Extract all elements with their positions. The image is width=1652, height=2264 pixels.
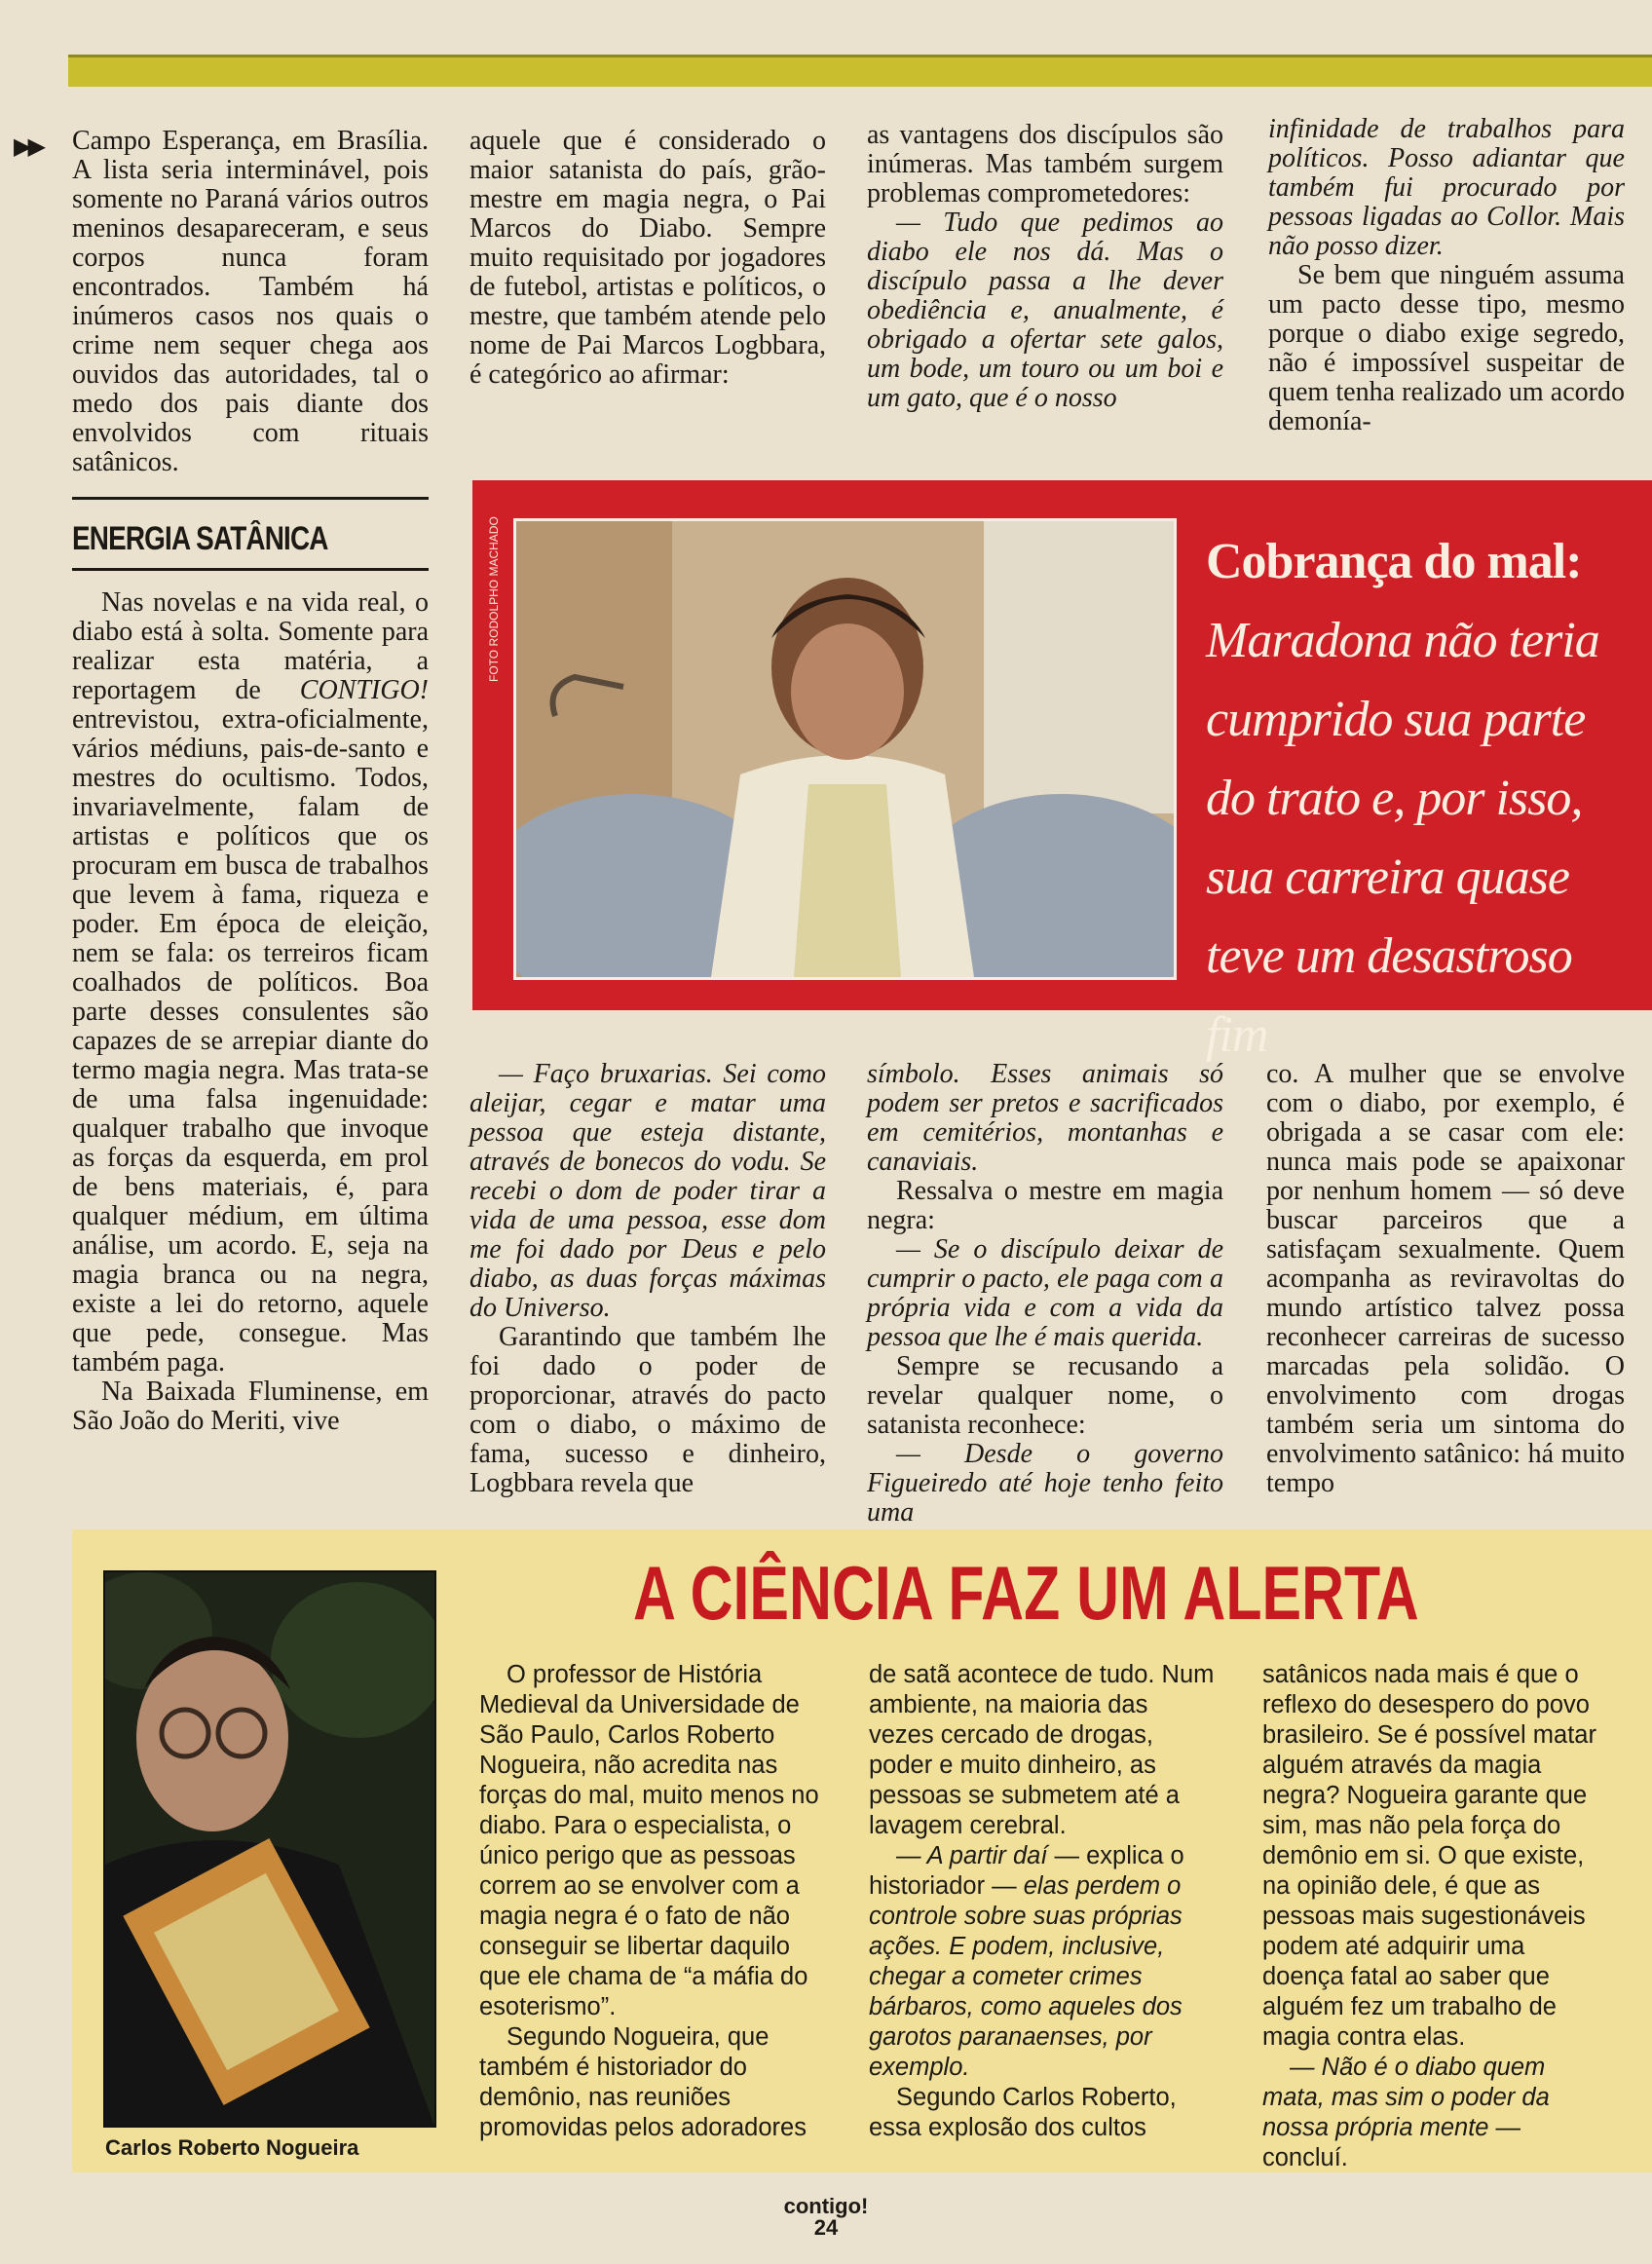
col2-bottom-paragraph: Garantindo que também lhe foi dado o poder de proporcionar, através do pacto com o diabo, o máximo de fama, sucesso e dinheiro, Logbbara revela que — [469, 1322, 826, 1498]
col1-paragraph-2 — [72, 588, 429, 1377]
col1-text-c: entrevistou, extra-oficialmente, vários médiuns, pais-de-santo e mestres do ocultismo. Todos, invariavelmente, falam de artistas e políticos que os procuram em busca de trabalhos que levem à fama, riqueza e poder. Em época de eleição, nem se fala: os terreiros ficam coalhados de políticos. Boa parte desses consulentes são capazes de se arrepiar diante do termo magia negra. Mas trata-se de uma falsa ingenuidade: qualquer trabalho que invoque as forças da esquerda, em prol de bens materiais, é, para qualquer médium, em última análise, um acordo. E, seja na magia branca ou na negra, existe a lei do retorno, aquele que pede, consegue. Mas também paga. — [72, 704, 429, 1377]
sidebar-column-3 — [1262, 1660, 1613, 2173]
pullquote-text — [1206, 522, 1634, 1075]
maradona-photo-illustration — [516, 521, 1174, 977]
sidebar-c3-paragraph-1: satânicos nada mais é que o reflexo do desespero do povo brasileiro. Se é possível matar alguém através da magia negra? Nogueira garante que sim, mas não pela força do demônio em si. O que existe, na opinião dele, é que as pessoas mais sugestionáveis podem até adquirir uma doença fatal ao saber que alguém fez um trabalho de magia contra elas. — [1262, 1661, 1596, 2051]
col2-top-paragraph: aquele que é considerado o maior satanista do país, grão-mestre em magia negra, o Pai Marcos do Diabo. Sempre muito requisitado por jogadores de futebol, artistas e políticos, o mestre, que também atende pelo nome de Pai Marcos Logbbara, é categórico ao afirmar: — [469, 126, 826, 390]
col3-bottom-quote-1: símbolo. Esses animais só podem ser pretos e sacrificados em cemitérios, montanhas e canaviais. — [867, 1059, 1223, 1177]
page-number: 24 — [813, 2215, 839, 2240]
col1-text-a: Nas novelas e na vida real, o diabo está à solta. Somente para realizar esta matéria, a reportagem de — [72, 587, 429, 705]
col4-bottom-paragraph: co. A mulher que se envolve com o diabo, por exemplo, é obrigada a se casar com ele: nunca mais pode se apaixonar por nenhum homem — só deve buscar parceiros que a satisfaçam sexualmente. Quem acompanha as reviravoltas do mundo artístico talvez possa reconhecer carreiras de sucesso marcadas pela solidão. O envolvimento com drogas também seria um sintoma do envolvimento satânico: há muito tempo — [1266, 1059, 1625, 1498]
top-color-bar — [68, 55, 1652, 87]
col1-paragraph-3: Na Baixada Fluminense, em São João do Meriti, vive — [72, 1377, 429, 1436]
column-2-top — [469, 127, 826, 390]
sidebar-c2-paragraph-1: de satã acontece de tudo. Num ambiente, na maioria das vezes cercado de drogas, poder e muito dinheiro, as pessoas se submetem até a lavagem cerebral. — [869, 1661, 1215, 1839]
col3-bottom-quote-2: — Se o discípulo deixar de cumprir o pacto, ele paga com a própria vida e com a vida da pessoa que lhe é mais querida. — [867, 1234, 1223, 1352]
sidebar-c3-attribution: — concluí. — [1262, 2114, 1521, 2171]
continuation-arrows-icon: ▶▶ — [14, 134, 42, 160]
col4-top-paragraph: Se bem que ninguém assuma um pacto desse tipo, mesmo porque o diabo exige segredo, não é impossível suspeitar de quem tenha realizado um acordo demonía- — [1268, 260, 1625, 436]
col3-bottom-paragraph-1: Ressalva o mestre em magia negra: — [867, 1176, 1223, 1235]
sidebar-c2-quote-b: elas perdem o controle sobre suas próprias ações. E podem, inclusive, chegar a cometer crimes bárbaros, como aqueles dos garotos paranaenses, por exemplo. — [869, 1872, 1183, 2081]
sidebar-c3-quote: — Não é o diabo quem mata, mas sim o poder da nossa própria mente — [1262, 2054, 1550, 2141]
section-rule-bottom — [72, 568, 429, 571]
section-heading: ENERGIA SATÂNICA — [72, 520, 328, 557]
col2-bottom-quote: — Faço bruxarias. Sei como aleijar, cegar e matar uma pessoa que esteja distante, através de bonecos do vodu. Se recebi o dom de poder tirar a vida de uma pessoa, esse dom me foi dado por Deus e pelo diabo, as duas forças máximas do Universo. — [469, 1059, 826, 1323]
sidebar-c2-paragraph-2 — [869, 1841, 1216, 2083]
col3-bottom-quote-3: — Desde o governo Figueiredo até hoje tenho feito uma — [867, 1439, 1223, 1528]
col3-bottom-paragraph-2: Sempre se recusando a revelar qualquer nome, o satanista reconhece: — [867, 1351, 1223, 1440]
nogueira-photo-illustration — [105, 1572, 434, 2126]
maradona-photo — [513, 518, 1177, 980]
col4-top-quote: infinidade de trabalhos para políticos. Posso adiantar que também fui procurado por pessoas ligadas ao Collor. Mais não posso dizer. — [1268, 114, 1625, 261]
column-3-top — [867, 121, 1223, 413]
pullquote-body: Maradona não teria cumprido sua parte do trato e, por isso, sua carreira quase teve um desastroso fim — [1206, 613, 1599, 1063]
nogueira-photo — [103, 1570, 436, 2128]
column-4-bottom — [1266, 1060, 1625, 1498]
sidebar-c1-paragraph-2: Segundo Nogueira, que também é historiador do demônio, nas reuniões promovidas pelos adoradores — [479, 2023, 807, 2141]
sidebar-c2-attribution: — explica o historiador — — [869, 1842, 1184, 1900]
column-3-bottom — [867, 1060, 1223, 1528]
column-2-bottom — [469, 1060, 826, 1498]
col3-top-paragraph-1: as vantagens dos discípulos são inúmeras. Mas também surgem problemas comprometedores: — [867, 120, 1223, 208]
photo-credit: FOTO RODOLPHO MACHADO — [487, 516, 501, 682]
sidebar-c2-quote-a: — A partir daí — [896, 1842, 1048, 1869]
section-rule-top — [72, 497, 429, 500]
sidebar-c2-paragraph-3: Segundo Carlos Roberto, essa explosão dos cultos — [869, 2084, 1177, 2141]
sidebar-headline: A CIÊNCIA FAZ UM ALERTA — [633, 1550, 1419, 1636]
sidebar-column-2 — [869, 1660, 1216, 2143]
magazine-name-inline: CONTIGO! — [299, 675, 429, 705]
photo-caption: Carlos Roberto Nogueira — [105, 2135, 359, 2160]
col1-paragraph-1: Campo Esperança, em Brasília. A lista seria interminável, pois somente no Paraná vários outros meninos desapareceram, e seus corpos nunca foram encontrados. Também há inúmeros casos nos quais o crime nem sequer chega aos ouvidos das autoridades, tal o medo dos pais diante dos envolvidos com rituais satânicos. — [72, 126, 429, 477]
col3-top-quote: — Tudo que pedimos ao diabo ele nos dá. Mas o discípulo passa a lhe dever obediência e, anualmente, é obrigado a ofertar sete galos, um bode, um touro ou um boi e um gato, que é o nosso — [867, 208, 1223, 413]
column-1 — [72, 127, 429, 477]
column-4-top — [1268, 115, 1625, 436]
page-footer — [0, 2196, 1652, 2239]
sidebar-c3-paragraph-2 — [1262, 2053, 1613, 2173]
pullquote-head: Cobrança do mal: — [1206, 534, 1582, 589]
sidebar-column-1 — [479, 1660, 826, 2143]
sidebar-c1-paragraph-1: O professor de História Medieval da Universidade de São Paulo, Carlos Roberto Nogueira, não acredita nas forças do mal, muito menos no diabo. Para o especialista, o único perigo que as pessoas correm ao se envolver com a magia negra é o fato de não conseguir se libertar daquilo que ele chama de “a máfia do esoterismo”. — [479, 1661, 819, 2020]
magazine-name: contigo! — [783, 2194, 869, 2218]
column-1-continued — [72, 588, 429, 1436]
